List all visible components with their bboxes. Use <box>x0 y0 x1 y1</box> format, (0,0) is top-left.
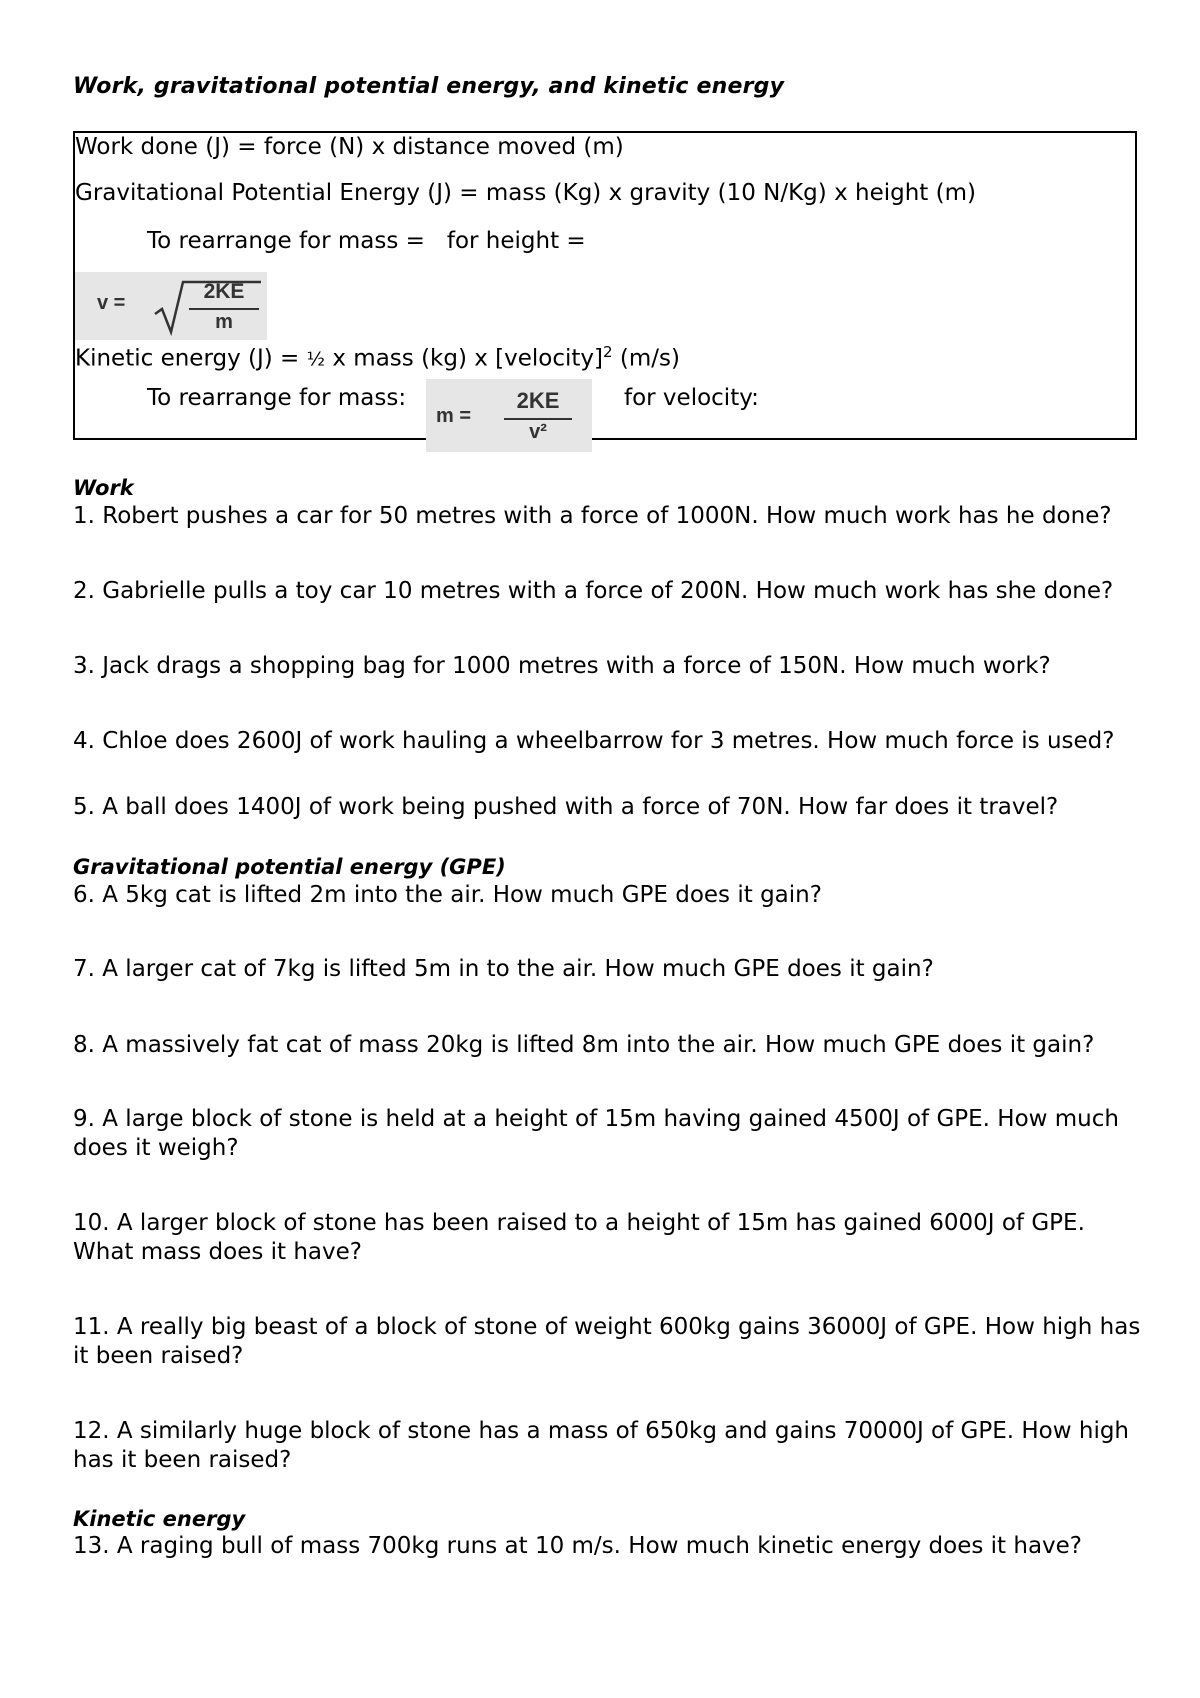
ke-formula <box>75 343 680 372</box>
gpe-formula: Gravitational Potential Energy (J) = mass (Kg) x gravity (10 N/Kg) x height (m) <box>75 180 976 206</box>
mass-formula <box>426 379 592 452</box>
question-11-line-1: 11. A really big beast of a block of stone of weight 600kg gains 36000J of GPE. How high has <box>73 1314 1141 1340</box>
question-1: 1. Robert pushes a car for 50 metres with a force of 1000N. How much work has he done? <box>73 503 1112 529</box>
question-13: 13. A raging bull of mass 700kg runs at 10 m/s. How much kinetic energy does it have? <box>73 1533 1083 1559</box>
question-6: 6. A 5kg cat is lifted 2m into the air. How much GPE does it gain? <box>73 882 822 908</box>
mass-denominator: v² <box>529 421 547 443</box>
ke-prefix: Kinetic energy (J) = <box>75 345 307 372</box>
question-9-line-2: does it weigh? <box>73 1135 239 1161</box>
question-12-line-1: 12. A similarly huge block of stone has a mass of 650kg and gains 70000J of GPE. How high <box>73 1418 1130 1444</box>
question-2: 2. Gabrielle pulls a toy car 10 metres with a force of 200N. How much work has she done? <box>73 578 1114 604</box>
question-8: 8. A massively fat cat of mass 20kg is lifted 8m into the air. How much GPE does it gain? <box>73 1032 1095 1058</box>
question-3: 3. Jack drags a shopping bag for 1000 metres with a force of 150N. How much work? <box>73 653 1051 679</box>
velocity-denominator: m <box>215 311 233 333</box>
question-9-line-1: 9. A large block of stone is held at a height of 15m having gained 4500J of GPE. How much <box>73 1106 1119 1132</box>
ke-unit: (m/s) <box>612 345 680 372</box>
question-10-line-2: What mass does it have? <box>73 1239 362 1265</box>
question-12-line-2: has it been raised? <box>73 1447 292 1473</box>
velocity-formula-lhs: v = <box>97 292 126 314</box>
work-heading: Work <box>73 476 134 500</box>
mass-formula-lhs: m = <box>436 405 472 427</box>
question-4: 4. Chloe does 2600J of work hauling a wheelbarrow for 3 metres. How much force is used? <box>73 728 1115 754</box>
question-10-line-1: 10. A larger block of stone has been raised to a height of 15m has gained 6000J of GPE. <box>73 1210 1085 1236</box>
fraction-line <box>504 418 572 420</box>
velocity-numerator: 2KE <box>203 280 245 303</box>
ke-rearrange-velocity: for velocity: <box>624 385 759 411</box>
page-title: Work, gravitational potential energy, and kinetic energy <box>73 74 785 99</box>
ke-heading: Kinetic energy <box>73 1507 246 1531</box>
ke-half: ½ <box>306 348 326 371</box>
gpe-heading: Gravitational potential energy (GPE) <box>73 855 506 879</box>
mass-numerator: 2KE <box>516 388 560 413</box>
question-5: 5. A ball does 1400J of work being pushed with a force of 70N. How far does it travel? <box>73 794 1059 820</box>
question-11-line-2: it been raised? <box>73 1343 244 1369</box>
ke-exponent: 2 <box>603 343 613 361</box>
gpe-rearrange: To rearrange for mass = for height = <box>147 228 586 254</box>
ke-body: x mass (kg) x [velocity] <box>325 345 604 372</box>
question-7: 7. A larger cat of 7kg is lifted 5m in to the air. How much GPE does it gain? <box>73 956 934 982</box>
fraction-line <box>189 308 259 310</box>
work-formula: Work done (J) = force (N) x distance moved (m) <box>75 134 624 160</box>
ke-rearrange-mass: To rearrange for mass: <box>147 385 407 411</box>
velocity-formula <box>75 272 267 340</box>
